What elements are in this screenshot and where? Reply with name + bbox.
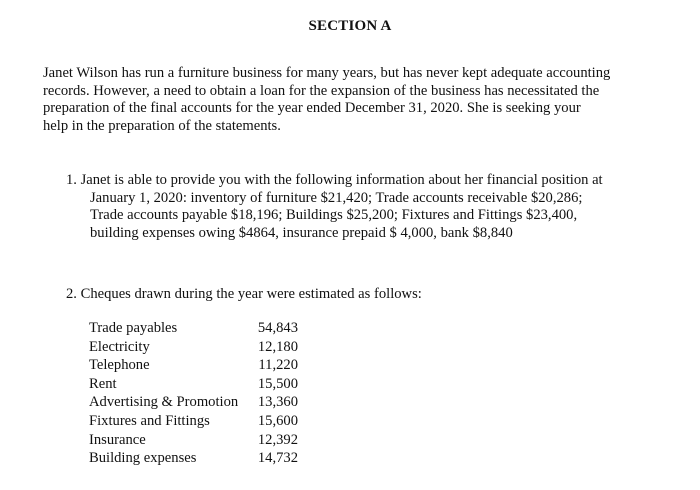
expense-label: Electricity bbox=[89, 338, 150, 355]
expense-label: Fixtures and Fittings bbox=[89, 412, 210, 429]
expense-amount: 14,732 bbox=[257, 450, 298, 467]
question-item-1 bbox=[66, 172, 681, 242]
expense-amount: 15,600 bbox=[257, 412, 298, 429]
intro-paragraph bbox=[43, 65, 673, 135]
intro-line: help in the preparation of the statements. bbox=[43, 117, 281, 134]
item-1-line: building expenses owing $4864, insurance prepaid $ 4,000, bank $8,840 bbox=[90, 224, 513, 241]
item-1-line: 1. Janet is able to provide you with the following information about her financial position at bbox=[66, 172, 603, 188]
expense-label: Insurance bbox=[89, 431, 146, 448]
intro-line: Janet Wilson has run a furniture business for many years, but has never kept adequate accounting bbox=[43, 65, 611, 81]
expense-amount: 13,360 bbox=[257, 394, 298, 411]
expense-amount: 12,392 bbox=[257, 431, 298, 448]
expense-label: Rent bbox=[89, 375, 117, 392]
expense-label: Telephone bbox=[89, 357, 150, 374]
expense-amount: 15,500 bbox=[257, 375, 298, 392]
question-item-2: 2. Cheques drawn during the year were estimated as follows: bbox=[66, 286, 422, 302]
item-1-line: January 1, 2020: inventory of furniture $21,420; Trade accounts receivable $20,286; bbox=[90, 189, 583, 206]
section-title: SECTION A bbox=[308, 18, 392, 34]
expense-label: Advertising & Promotion bbox=[89, 394, 239, 411]
expense-label: Building expenses bbox=[89, 450, 197, 467]
intro-line: records. However, a need to obtain a loan for the expansion of the business has necessitated the bbox=[43, 82, 600, 99]
intro-line: preparation of the final accounts for the year ended December 31, 2020. She is seeking your bbox=[43, 100, 581, 116]
expense-amount: 54,843 bbox=[257, 320, 298, 336]
expense-amount: 12,180 bbox=[257, 338, 298, 355]
item-1-line: Trade accounts payable $18,196; Buildings $25,200; Fixtures and Fittings $23,400, bbox=[90, 207, 578, 223]
expense-label: Trade payables bbox=[89, 320, 178, 336]
expense-amount: 11,220 bbox=[258, 357, 298, 374]
